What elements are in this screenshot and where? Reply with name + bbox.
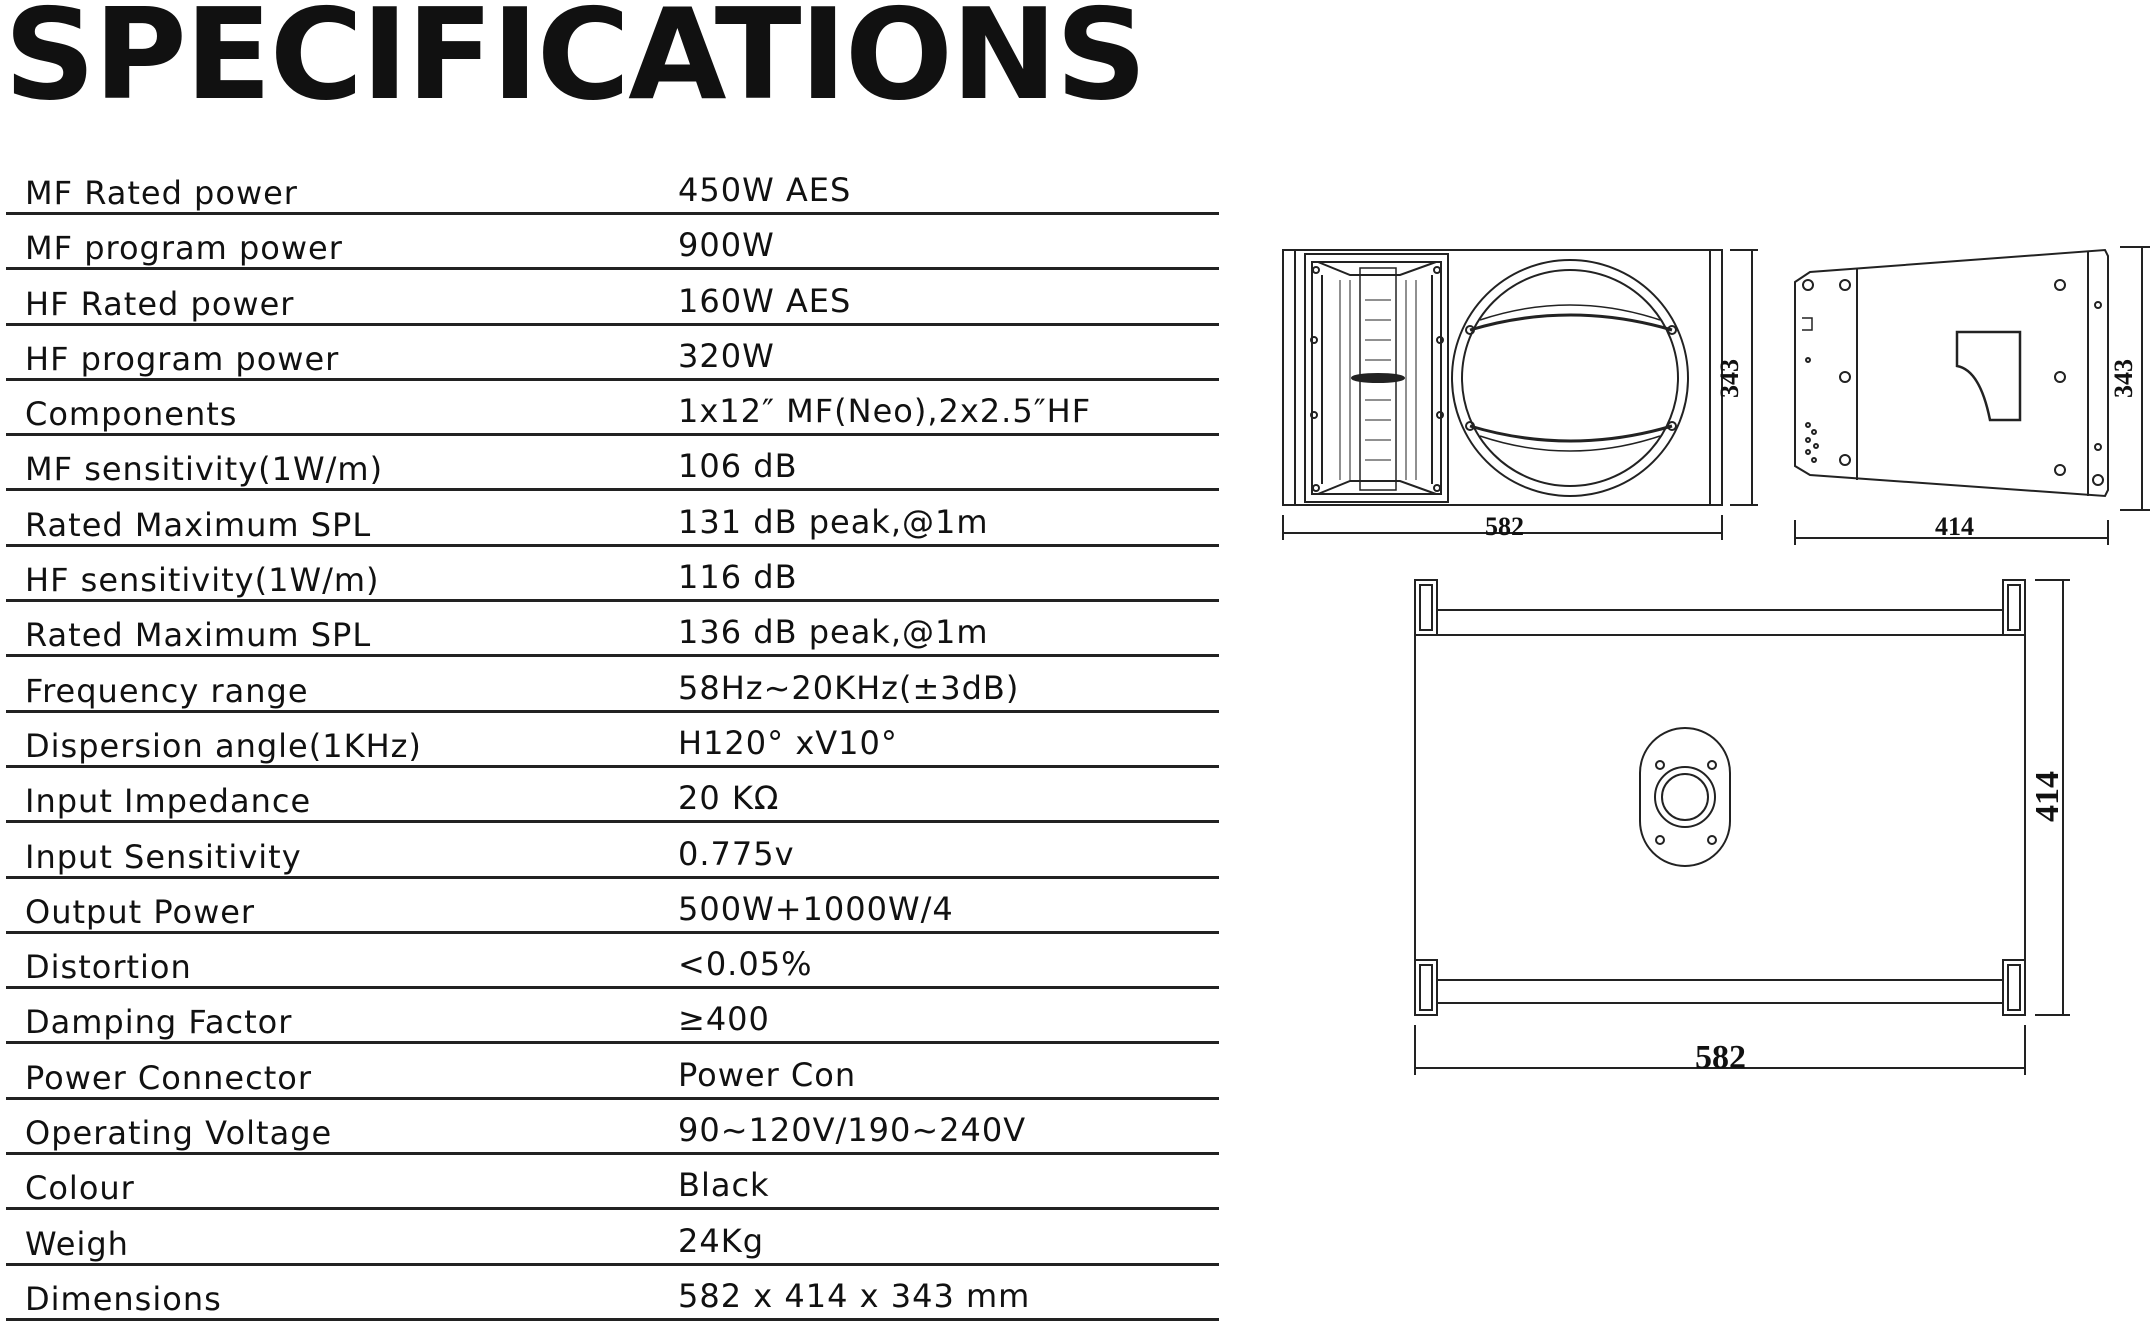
spec-row (6, 602, 1219, 657)
spec-row (6, 1045, 1219, 1100)
spec-row (6, 436, 1219, 491)
top-depth-label: 414 (2029, 771, 2066, 822)
spec-value: 0.775v (678, 834, 795, 873)
spec-label: HF Rated power (25, 284, 295, 323)
spec-label: Damping Factor (25, 1003, 293, 1042)
spec-row (6, 879, 1219, 934)
spec-value: H120° xV10° (678, 723, 898, 762)
spec-label: Power Connector (25, 1058, 312, 1097)
spec-value: 116 dB (678, 558, 798, 597)
spec-row (6, 381, 1219, 436)
spec-value: <0.05% (678, 945, 813, 984)
top-view-drawing (1415, 580, 2070, 1075)
spec-value: 900W (678, 226, 775, 265)
side-depth-label: 414 (1935, 512, 1974, 541)
spec-label: Input Sensitivity (25, 837, 302, 876)
spec-label: Operating Voltage (25, 1114, 333, 1153)
spec-value: 58Hz~20KHz(±3dB) (678, 668, 1020, 707)
spec-row (6, 934, 1219, 989)
spec-label: Components (25, 395, 238, 434)
spec-label: Dispersion angle(1KHz) (25, 726, 422, 765)
page-title: SPECIFICATIONS (4, 0, 1146, 128)
spec-row (6, 271, 1219, 326)
front-width-label: 582 (1485, 512, 1524, 541)
spec-value: Black (678, 1166, 770, 1205)
spec-row (6, 768, 1219, 823)
spec-label: Dimensions (25, 1279, 222, 1318)
spec-value: 136 dB peak,@1m (678, 613, 989, 652)
spec-row (6, 658, 1219, 713)
spec-value: 500W+1000W/4 (678, 889, 954, 928)
spec-row (6, 824, 1219, 879)
spec-value: 320W (678, 336, 775, 375)
top-width-label: 582 (1695, 1039, 1746, 1076)
spec-value: 450W AES (678, 171, 852, 209)
front-height-label: 343 (1715, 359, 1744, 398)
spec-value: 24Kg (678, 1221, 765, 1260)
spec-value: 160W AES (678, 281, 852, 320)
spec-label: Weigh (25, 1224, 129, 1263)
spec-value: 106 dB (678, 447, 798, 486)
spec-label: MF Rated power (25, 174, 298, 212)
spec-label: HF program power (25, 339, 340, 378)
spec-value: 20 KΩ (678, 779, 780, 818)
spec-row (6, 989, 1219, 1044)
spec-value: Power Con (678, 1055, 857, 1094)
spec-row (6, 713, 1219, 768)
spec-label: MF program power (25, 229, 343, 268)
spec-value: 582 x 414 x 343 mm (678, 1276, 1031, 1315)
side-height-label: 343 (2109, 359, 2138, 398)
spec-row (6, 492, 1219, 547)
spec-value: ≥400 (678, 1000, 770, 1039)
spec-value: 131 dB peak,@1m (678, 502, 989, 541)
spec-row (6, 1100, 1219, 1155)
spec-label: Distortion (25, 948, 192, 987)
spec-row (6, 1155, 1219, 1210)
spec-label: HF sensitivity(1W/m) (25, 561, 380, 600)
spec-value: 90~120V/190~240V (678, 1111, 1027, 1150)
spec-row (6, 326, 1219, 381)
spec-label: MF sensitivity(1W/m) (25, 450, 384, 489)
spec-label: Colour (25, 1169, 135, 1208)
spec-row (6, 547, 1219, 602)
spec-row (6, 1211, 1219, 1266)
spec-row (6, 1266, 1219, 1321)
spec-row (6, 215, 1219, 270)
spec-label: Input Impedance (25, 782, 312, 821)
spec-table (6, 160, 1219, 1321)
spec-row (6, 160, 1219, 215)
spec-label: Frequency range (25, 671, 309, 710)
side-view-drawing (1795, 247, 2150, 545)
spec-label: Output Power (25, 892, 256, 931)
front-view-drawing (1283, 250, 1758, 540)
spec-value: 1x12″ MF(Neo),2x2.5″HF (678, 392, 1092, 431)
spec-label: Rated Maximum SPL (25, 616, 372, 655)
spec-label: Rated Maximum SPL (25, 505, 372, 544)
